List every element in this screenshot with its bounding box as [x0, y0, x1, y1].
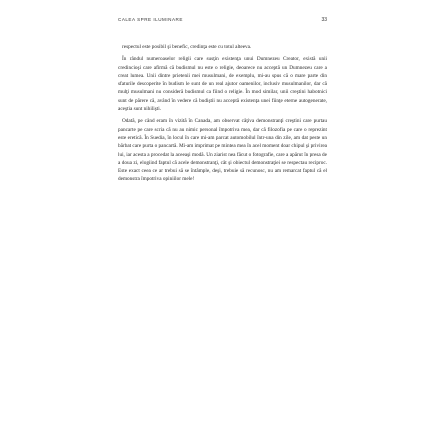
paragraph-2: În rândul numeroaselor religii care susţin existenţa unui Dumnezeu Creator, există unii credincioşi care afirmă că budismul nu este o religie, deoarece nu acceptă un Dumnezeu care a creat lumea. Unii dintre prietenii mei musulmani, de exemplu, mi-au spus că o mare parte din sfaturile descoperite în budism le sunt de un real ajutor oamenilor, inclusiv musulmanilor, dar că mulţi musulmani nu consideră budismul ca fiind o religie. În mod similar, unii creştini habotnici sunt de părere că, având în vedere că budiştii nu acceptă existenţa unei fiinţe eterne autogenerate, aceştia sunt nihilişti. — [118, 56, 327, 113]
paragraph-3: Odată, pe când eram în vizită în Canada, am observat câţiva demonstranţi creştini care purtau pancarte pe care scria că nu au nimic personal împotriva mea, dar că filozofia pe care o reprezint este eretică. În Suedia, în locul în care mi-am parcat automobilul într-una din zile, am dat peste un bărbat care purta o pancartă. Mi-am imprimat pe mintea mea în acel moment doar chipul şi privirea lui, iar acesta a procedat la aceeaşi modă. Un ziarist nea făcut o fotografie, care a apărut în presa de a doua zi, elogiind faptul că acele demonstranţi, cât şi obiectul demonstraţiei se respectau reciproc. Este exact ceea ce ar trebui să se întâmple, deşi, trebuie să recunosc, nu am remarcat faptul că el demonstra împotriva opiniilor mele! — [118, 118, 327, 183]
running-title: CALEA SPRE ILUMINARE — [118, 17, 183, 22]
paragraph-1: respectul este posibil şi benefic, credinţa este cu totul alteeva. — [122, 44, 252, 50]
page-number: 33 — [321, 17, 327, 23]
running-header — [118, 17, 327, 23]
body-text — [118, 43, 327, 184]
